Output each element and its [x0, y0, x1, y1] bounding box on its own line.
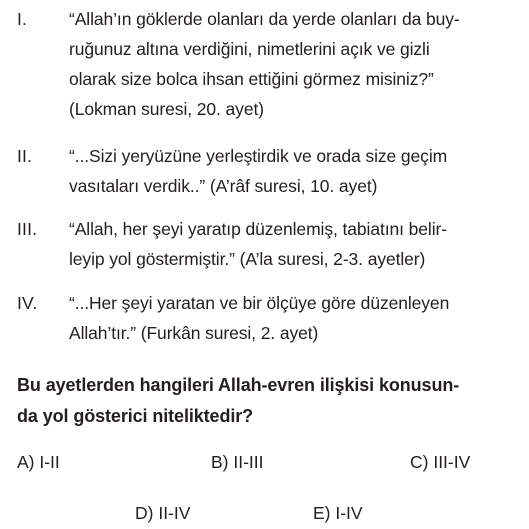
- statement-line: Allah’tır.” (Furkân suresi, 2. ayet): [69, 323, 319, 343]
- statement-line: “...Her şeyi yaratan ve bir ölçüye göre düzenleyen: [69, 293, 450, 313]
- statement-line: “Allah’ın göklerde olanları da yerde olanları da buy-: [69, 9, 460, 29]
- statement-line: vasıtaları verdik..” (A’râf suresi, 10. ayet): [69, 176, 378, 196]
- question-stem: [17, 370, 525, 432]
- question-line: da yol gösterici niteliktedir?: [17, 406, 254, 426]
- statement-text: [69, 214, 524, 274]
- option-d[interactable]: D) II-IV: [135, 503, 191, 523]
- question-line: Bu ayetlerden hangileri Allah-evren ilişkisi konusun-: [17, 375, 460, 395]
- statement-numeral: III.: [17, 219, 38, 239]
- statement-line: leyip yol göstermiştir.” (A’la suresi, 2-3. ayetler): [69, 249, 426, 269]
- statement-line: ruğunuz altına verdiğini, nimetlerini açık ve gizli: [69, 39, 430, 59]
- statement-text: [69, 288, 524, 348]
- statement-text: [69, 141, 524, 201]
- statement-line: (Lokman suresi, 20. ayet): [69, 99, 264, 119]
- statement-numeral: II.: [17, 146, 33, 166]
- statement-line: “Allah, her şeyi yaratıp düzenlemiş, tabiatını belir-: [69, 219, 447, 239]
- statement-numeral: IV.: [17, 293, 38, 313]
- statement-line: “...Sizi yeryüzüne yerleştirdik ve orada size geçim: [69, 146, 448, 166]
- statement-line: olarak size bolca ihsan ettiğini görmez misiniz?”: [69, 69, 434, 89]
- statement-text: [69, 4, 524, 124]
- statement-numeral: I.: [17, 9, 28, 29]
- option-a[interactable]: A) I-II: [17, 452, 60, 472]
- option-c[interactable]: C) III-IV: [410, 452, 471, 472]
- option-b[interactable]: B) II-III: [211, 452, 264, 472]
- option-e[interactable]: E) I-IV: [313, 503, 363, 523]
